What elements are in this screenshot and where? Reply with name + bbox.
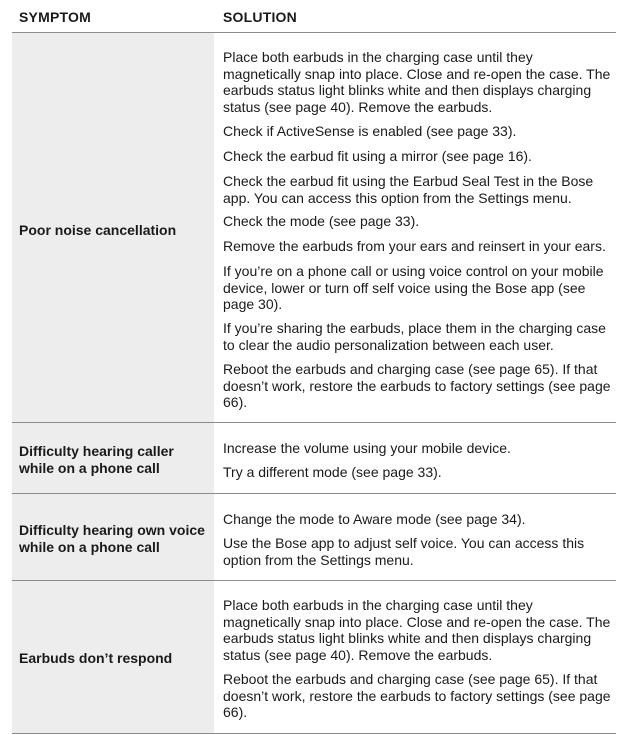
table-bottom-rule	[12, 733, 616, 734]
symptom-cell	[12, 423, 214, 493]
symptom-cell	[12, 33, 214, 422]
symptom-text: Earbuds don’t respond	[19, 650, 173, 666]
solution-item: Increase the volume using your mobile device.	[223, 440, 511, 456]
solution-item: If you’re on a phone call or using voice control on your mobile device, lower or turn off self voice using the Bose app (see page 30).	[223, 263, 604, 312]
symptom-text: Poor noise cancellation	[19, 222, 177, 238]
solution-item: Place both earbuds in the charging case until they magnetically snap into place. Close and re-open the case. The earbuds status light blinks white and then displays charging status (see page 40). Remove the earbuds.	[223, 49, 611, 115]
table-row	[12, 422, 616, 493]
solution-item: Reboot the earbuds and charging case (see page 65). If that doesn’t work, restore the earbuds to factory settings (see page 66).	[223, 671, 611, 720]
solution-item: Check the earbud fit using the Earbud Seal Test in the Bose app. You can access this option from the Settings menu.	[223, 173, 594, 206]
table-header	[0, 0, 622, 32]
solution-item: Reboot the earbuds and charging case (see page 65). If that doesn’t work, restore the earbuds to factory settings (see page 66).	[223, 361, 611, 410]
table-row	[12, 580, 616, 734]
solution-item: Check the mode (see page 33).	[223, 213, 420, 229]
table-row	[12, 32, 616, 422]
table-row	[12, 493, 616, 580]
symptom-column-header: SYMPTOM	[19, 9, 91, 25]
solution-item: Check the earbud fit using a mirror (see page 16).	[223, 148, 532, 164]
symptom-text: Difficulty hearing own voice while on a phone call	[19, 522, 205, 555]
symptom-cell	[12, 581, 214, 734]
solution-column-header: SOLUTION	[223, 9, 297, 25]
solution-item: Place both earbuds in the charging case until they magnetically snap into place. Close and re-open the case. The earbuds status light blinks white and then displays charging status (see page 40). Remove the earbuds.	[223, 597, 611, 663]
solution-item: Change the mode to Aware mode (see page 34).	[223, 511, 526, 527]
symptom-cell	[12, 494, 214, 580]
solution-item: If you’re sharing the earbuds, place them in the charging case to clear the audio personalization between each user.	[223, 320, 606, 353]
solution-item: Check if ActiveSense is enabled (see page 33).	[223, 123, 517, 139]
solution-item: Remove the earbuds from your ears and reinsert in your ears.	[223, 238, 606, 254]
solution-item: Try a different mode (see page 33).	[223, 464, 442, 480]
solution-item: Use the Bose app to adjust self voice. You can access this option from the Settings menu.	[223, 535, 585, 568]
symptom-text: Difficulty hearing caller while on a phone call	[19, 443, 174, 476]
